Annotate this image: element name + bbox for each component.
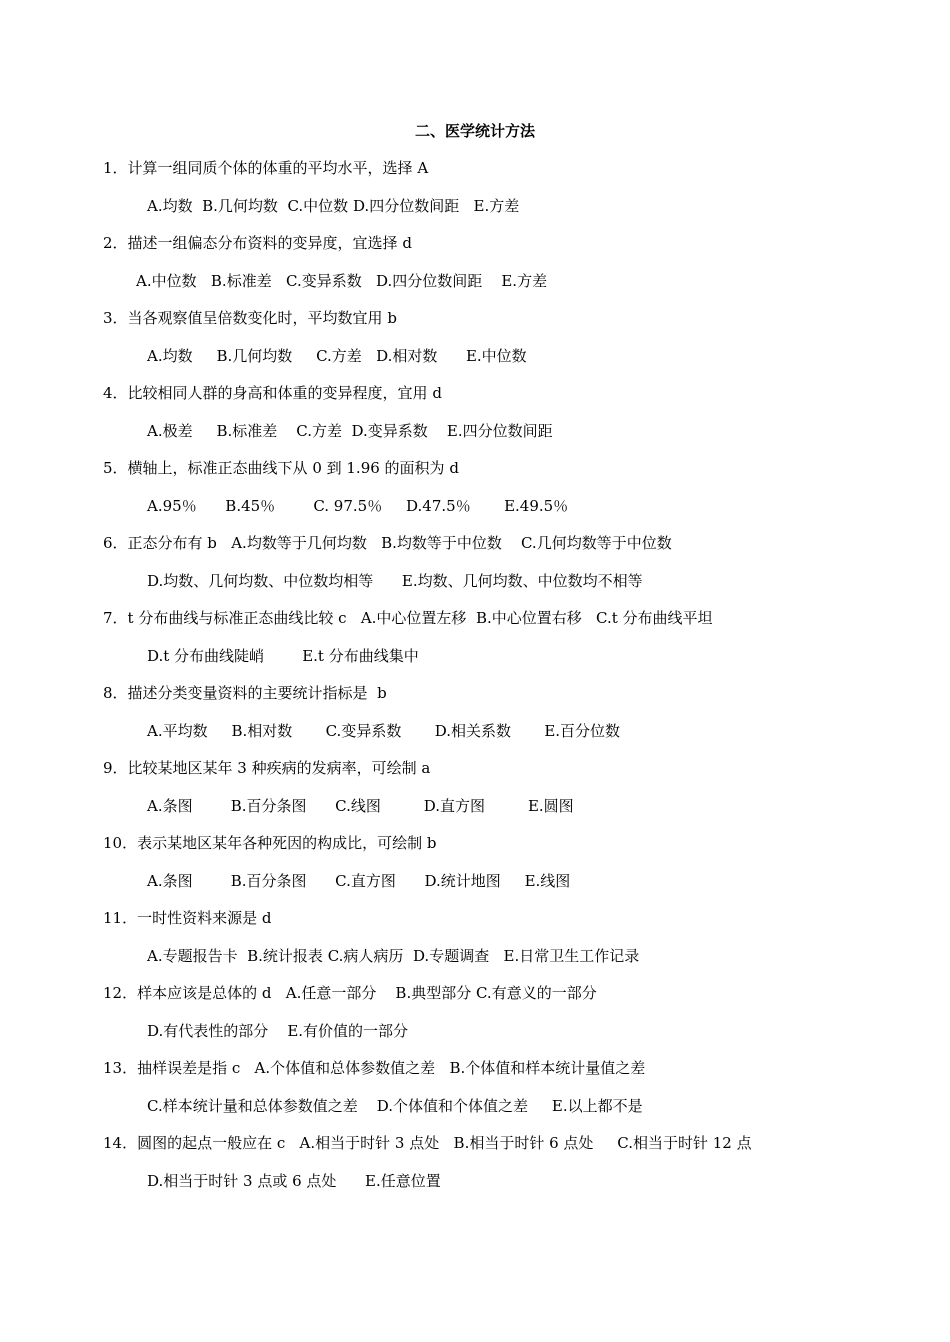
options-3: A.均数 B.几何均数 C.方差 D.相对数 E.中位数 <box>147 346 527 365</box>
question-12: 12．样本应该是总体的 d A.任意一部分 B.典型部分 C.有意义的一部分 <box>103 984 597 1002</box>
question-7: 7．t 分布曲线与标准正态曲线比较 c A.中心位置左移 B.中心位置右移 C.t 分布曲线平坦 <box>103 609 713 627</box>
question-list <box>103 156 903 1206</box>
options-5: A.95％ B.45％ C. 97.5％ D.47.5％ E.49.5％ <box>147 496 569 515</box>
section-title: 二、医学统计方法 <box>414 122 535 140</box>
question-13: 13．抽样误差是指 c A.个体值和总体参数值之差 B.个体值和样本统计量值之差 <box>103 1059 646 1077</box>
options-13: C.样本统计量和总体参数值之差 D.个体值和个体值之差 E.以上都不是 <box>147 1096 643 1115</box>
question-5: 5．横轴上，标准正态曲线下从 0 到 1.96 的面积为 d <box>103 459 459 477</box>
question-6: 6．正态分布有 b A.均数等于几何均数 B.均数等于中位数 C.几何均数等于中位数 <box>103 534 672 552</box>
options-6: D.均数、几何均数、中位数均相等 E.均数、几何均数、中位数均不相等 <box>147 571 643 590</box>
question-1: 1．计算一组同质个体的体重的平均水平，选择 A <box>103 159 429 177</box>
options-4: A.极差 B.标准差 C.方差 D.变异系数 E.四分位数间距 <box>147 421 553 440</box>
question-10: 10．表示某地区某年各种死因的构成比，可绘制 b <box>103 834 437 852</box>
options-11: A.专题报告卡 B.统计报表 C.病人病历 D.专题调查 E.日常卫生工作记录 <box>147 946 640 965</box>
options-9: A.条图 B.百分条图 C.线图 D.直方图 E.圆图 <box>147 796 574 815</box>
options-14: D.相当于时针 3 点或 6 点处 E.任意位置 <box>147 1171 441 1190</box>
question-2: 2．描述一组偏态分布资料的变异度，宜选择 d <box>103 234 412 252</box>
question-4: 4．比较相同人群的身高和体重的变异程度，宜用 d <box>103 384 442 402</box>
question-8: 8．描述分类变量资料的主要统计指标是 b <box>103 684 387 702</box>
options-2: A.中位数 B.标准差 C.变异系数 D.四分位数间距 E.方差 <box>136 271 548 290</box>
question-14: 14．圆图的起点一般应在 c A.相当于时针 3 点处 B.相当于时针 6 点处 C.相当于时针 12 点 <box>103 1134 752 1152</box>
question-9: 9．比较某地区某年 3 种疾病的发病率，可绘制 a <box>103 759 431 777</box>
options-1: A.均数 B.几何均数 C.中位数 D.四分位数间距 E.方差 <box>147 196 520 215</box>
options-7: D.t 分布曲线陡峭 E.t 分布曲线集中 <box>147 646 419 665</box>
options-12: D.有代表性的部分 E.有价值的一部分 <box>147 1021 409 1040</box>
question-11: 11．一时性资料来源是 d <box>103 909 272 927</box>
options-8: A.平均数 B.相对数 C.变异系数 D.相关系数 E.百分位数 <box>147 721 621 740</box>
question-3: 3．当各观察值呈倍数变化时，平均数宜用 b <box>103 309 397 327</box>
options-10: A.条图 B.百分条图 C.直方图 D.统计地图 E.线图 <box>147 871 571 890</box>
